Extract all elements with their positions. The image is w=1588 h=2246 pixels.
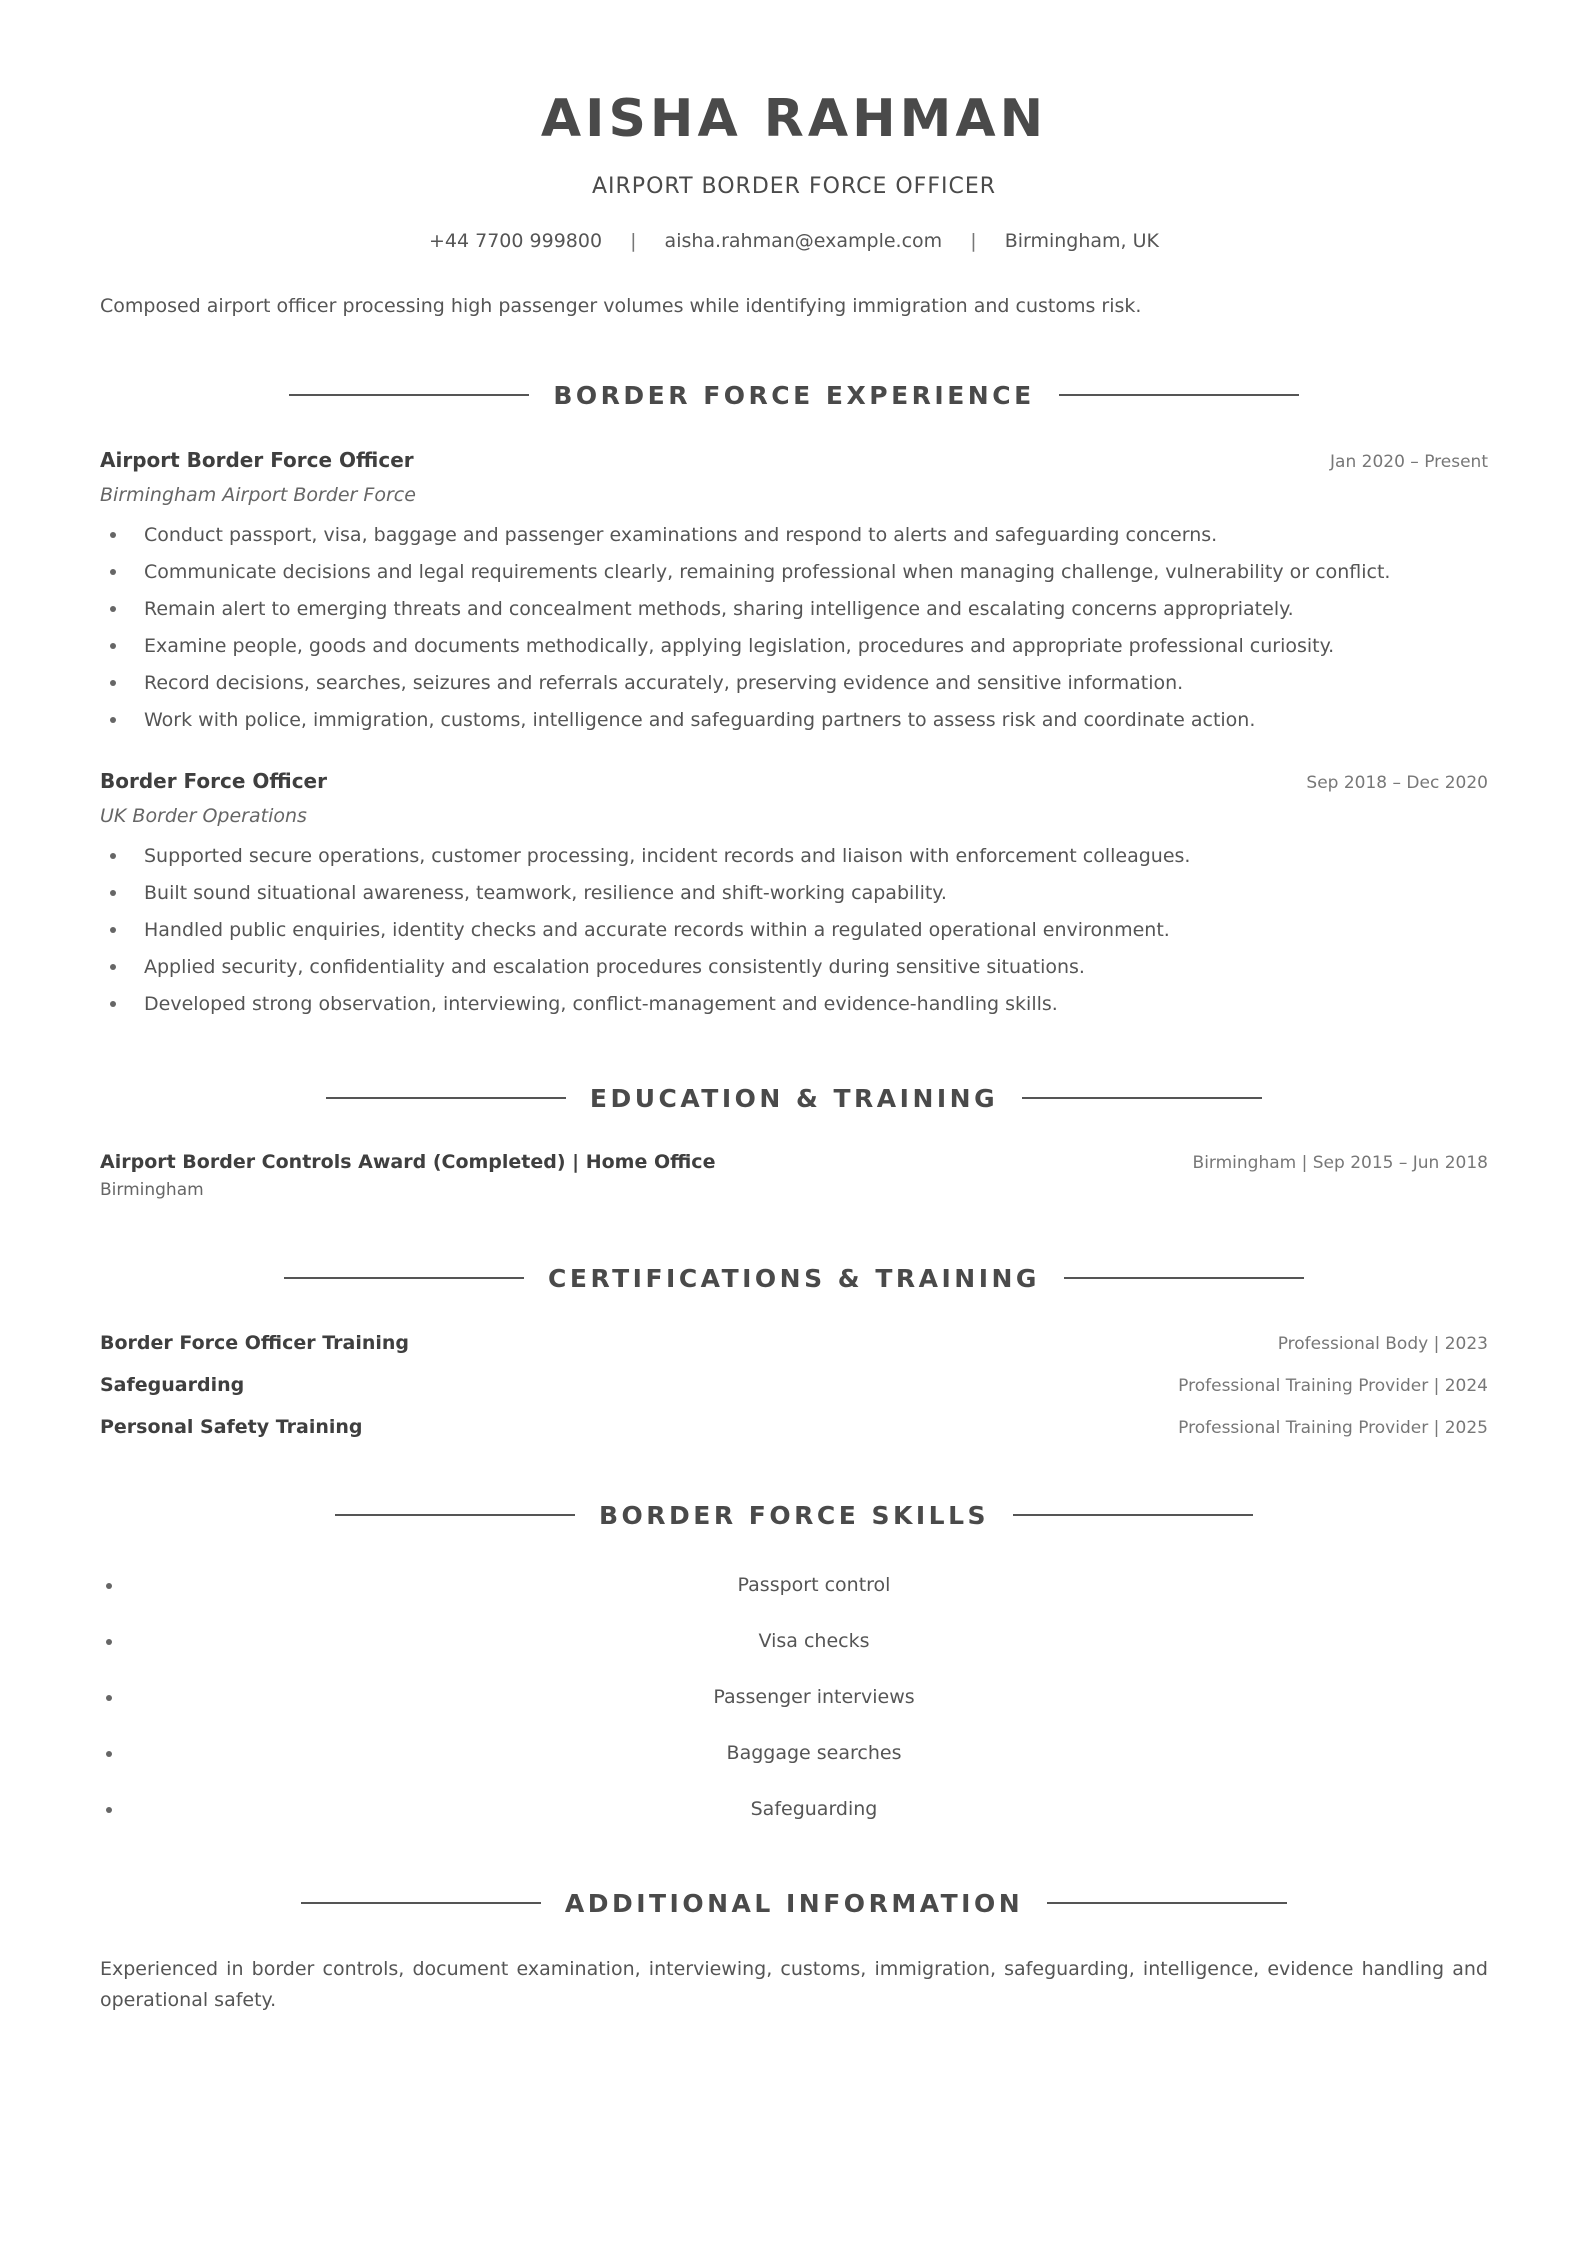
skill-label: Passenger interviews	[713, 1686, 915, 1708]
skill-item	[100, 1682, 1488, 1712]
section-title: CERTIFICATIONS & TRAINING	[548, 1263, 1040, 1293]
job-dates: Jan 2020 – Present	[1330, 452, 1488, 472]
job-company: Birmingham Airport Border Force	[100, 484, 416, 506]
divider	[301, 1902, 541, 1904]
divider	[289, 394, 529, 396]
divider	[1022, 1097, 1262, 1099]
divider	[326, 1097, 566, 1099]
section-title: BORDER FORCE SKILLS	[598, 1500, 990, 1530]
skill-label: Visa checks	[758, 1630, 870, 1652]
contact-separator: |	[630, 230, 637, 252]
list-item: Applied security, confidentiality and escalation procedures consistently during sensitive situations.	[100, 949, 1488, 986]
section-heading-additional	[100, 1885, 1488, 1921]
bullet-icon	[106, 1695, 112, 1701]
certification-name: Safeguarding	[100, 1374, 245, 1396]
section-title: EDUCATION & TRAINING	[589, 1083, 999, 1113]
job-company: UK Border Operations	[100, 805, 307, 827]
list-item: Remain alert to emerging threats and concealment methods, sharing intelligence and escalating concerns appropriately.	[100, 591, 1488, 628]
candidate-headline: AIRPORT BORDER FORCE OFFICER	[591, 174, 997, 199]
bullet-icon	[110, 717, 116, 723]
contact-separator: |	[970, 230, 977, 252]
list-item: Record decisions, searches, seizures and referrals accurately, preserving evidence and sensitive information.	[100, 665, 1488, 702]
additional-information-text: Experienced in border controls, document examination, interviewing, customs, immigration, safeguarding, intelligence, evidence handling and operational safety.	[100, 1958, 1488, 2011]
skill-item	[100, 1570, 1488, 1600]
section-heading-experience	[100, 377, 1488, 413]
bullet-icon	[110, 1001, 116, 1007]
education-entry	[100, 1147, 1488, 1203]
list-item: Work with police, immigration, customs, intelligence and safeguarding partners to assess risk and coordinate action.	[100, 702, 1488, 739]
list-item: Examine people, goods and documents methodically, applying legislation, procedures and appropriate professional curiosity.	[100, 628, 1488, 665]
list-item: Developed strong observation, interviewing, conflict-management and evidence-handling skills.	[100, 986, 1488, 1023]
bullet-icon	[110, 964, 116, 970]
section-heading-education	[100, 1080, 1488, 1116]
bullet-icon	[110, 532, 116, 538]
job-title: Airport Border Force Officer	[100, 448, 414, 472]
skill-item	[100, 1794, 1488, 1824]
education-meta: Birmingham | Sep 2015 – Jun 2018	[1192, 1153, 1488, 1173]
education-title: Airport Border Controls Award (Completed) | Home Office	[100, 1151, 716, 1173]
bullet-icon	[106, 1807, 112, 1813]
divider	[1064, 1277, 1304, 1279]
divider	[284, 1277, 524, 1279]
certification-row	[100, 1412, 1488, 1442]
list-item: Built sound situational awareness, teamwork, resilience and shift-working capability.	[100, 875, 1488, 912]
divider	[335, 1514, 575, 1516]
section-title: BORDER FORCE EXPERIENCE	[553, 380, 1035, 410]
contact-line	[100, 227, 1488, 255]
candidate-name: AISHA RAHMAN	[540, 89, 1048, 149]
skill-item	[100, 1738, 1488, 1768]
bullet-icon	[110, 606, 116, 612]
bullet-icon	[110, 643, 116, 649]
skill-item	[100, 1626, 1488, 1656]
job-bullets	[100, 517, 1488, 739]
divider	[1047, 1902, 1287, 1904]
certification-meta: Professional Training Provider | 2024	[1178, 1376, 1488, 1396]
section-heading-certifications	[100, 1260, 1488, 1296]
skill-label: Safeguarding	[750, 1798, 878, 1820]
certification-meta: Professional Body | 2023	[1277, 1334, 1488, 1354]
section-title: ADDITIONAL INFORMATION	[564, 1888, 1024, 1918]
skill-label: Passport control	[737, 1574, 891, 1596]
certification-name: Personal Safety Training	[100, 1416, 363, 1438]
job-entry	[100, 445, 1488, 739]
list-item: Conduct passport, visa, baggage and passenger examinations and respond to alerts and safeguarding concerns.	[100, 517, 1488, 554]
divider	[1059, 394, 1299, 396]
divider	[1013, 1514, 1253, 1516]
job-dates: Sep 2018 – Dec 2020	[1306, 773, 1488, 793]
list-item: Communicate decisions and legal requirements clearly, remaining professional when managing challenge, vulnerability or conflict.	[100, 554, 1488, 591]
bullet-icon	[110, 927, 116, 933]
skill-label: Baggage searches	[726, 1742, 902, 1764]
certification-row	[100, 1328, 1488, 1358]
job-title: Border Force Officer	[100, 769, 327, 793]
job-bullets	[100, 838, 1488, 1023]
bullet-icon	[110, 569, 116, 575]
list-item: Supported secure operations, customer processing, incident records and liaison with enforcement colleagues.	[100, 838, 1488, 875]
bullet-icon	[110, 680, 116, 686]
certification-name: Border Force Officer Training	[100, 1332, 409, 1354]
list-item: Handled public enquiries, identity checks and accurate records within a regulated operational environment.	[100, 912, 1488, 949]
contact-location: Birmingham, UK	[1004, 230, 1160, 252]
bullet-icon	[106, 1639, 112, 1645]
job-entry	[100, 766, 1488, 1023]
contact-email: aisha.rahman@example.com	[664, 230, 943, 252]
section-heading-skills	[100, 1497, 1488, 1533]
bullet-icon	[106, 1583, 112, 1589]
certification-row	[100, 1370, 1488, 1400]
certification-meta: Professional Training Provider | 2025	[1178, 1418, 1488, 1438]
bullet-icon	[110, 853, 116, 859]
bullet-icon	[110, 890, 116, 896]
contact-phone: +44 7700 999800	[428, 230, 603, 252]
education-location: Birmingham	[100, 1180, 204, 1200]
bullet-icon	[106, 1751, 112, 1757]
summary-text: Composed airport officer processing high passenger volumes while identifying immigration and customs risk.	[100, 295, 1142, 317]
